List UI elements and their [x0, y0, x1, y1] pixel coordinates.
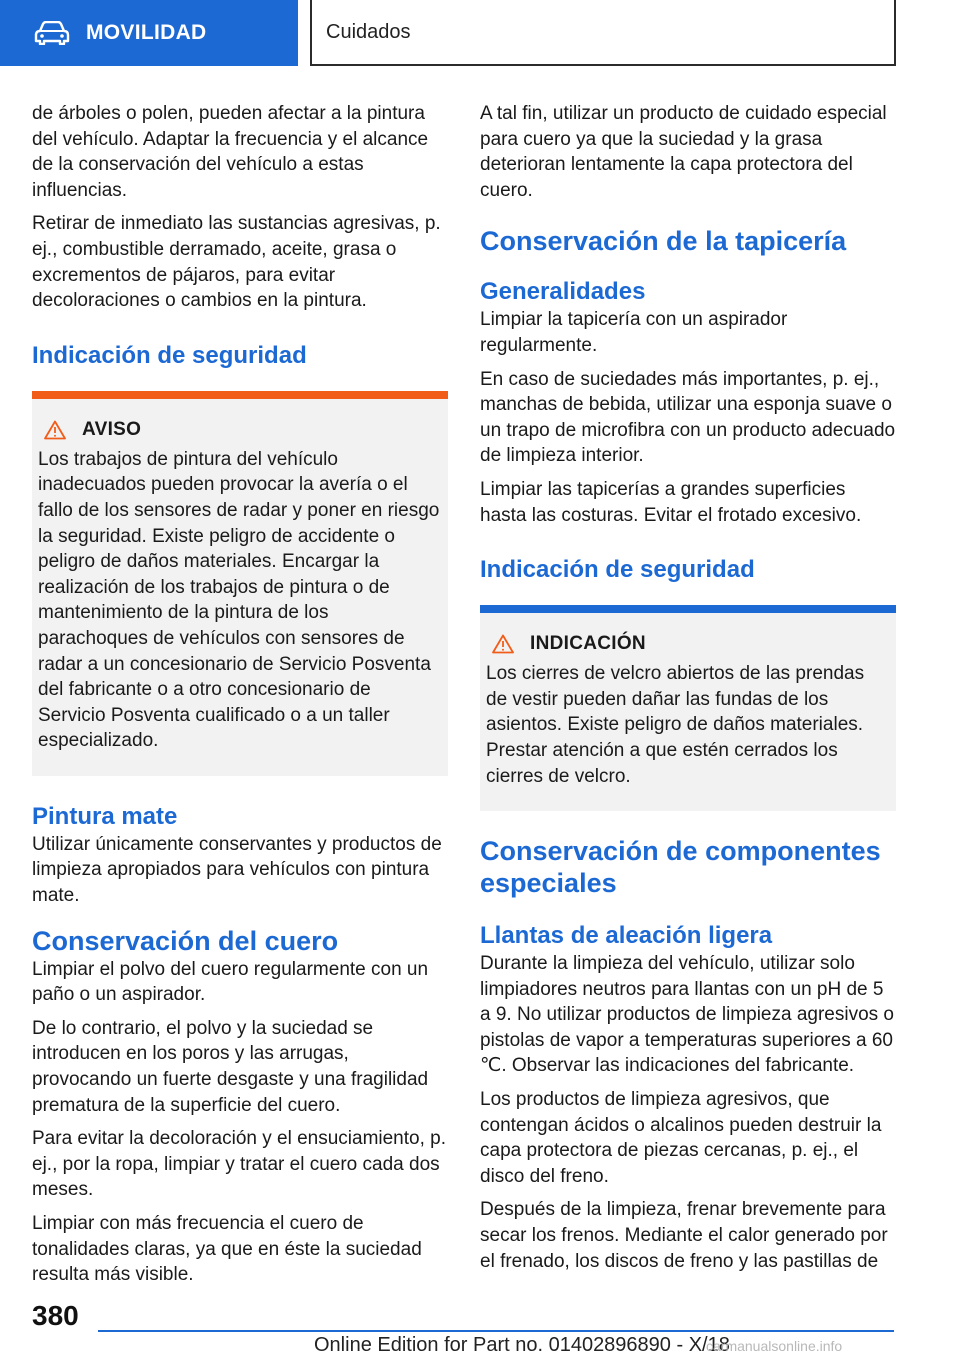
notice-title: INDICACIÓN	[530, 633, 646, 655]
chapter-heading: Conservación de componentes especiales	[480, 836, 881, 899]
paragraph: Retirar de inmediato las sustancias agresivas, p. ej., combustible derramado, aceite, grasa o excrementos de pájaros, para evitar decoloraciones o cambios en la pintura.	[32, 213, 441, 312]
paragraph: de árboles o polen, pueden afectar a la pintura del vehículo. Adaptar la frecuencia y el alcance de la conservación del vehículo a estas influencias.	[32, 103, 429, 201]
chapter-heading: Conservación de la tapicería	[480, 226, 847, 257]
paragraph: Para evitar la decoloración y el ensuciamiento, p. ej., por la ropa, limpiar y tratar el cuero cada dos meses.	[32, 1128, 447, 1201]
warning-title: AVISO	[82, 418, 142, 440]
chapter-heading: Conservación del cuero	[32, 925, 339, 956]
footer-divider	[98, 1330, 894, 1332]
warning-text: Los trabajos de pintura del vehículo inadecuados pueden provocar la avería o el fallo de los sensores de radar y poner en riesgo la seguridad. Existe peligro de accidente o peligro de daños materiales. Encargar la realización de los trabajos de pintura o de mantenimiento de la pintura de los parachoques de vehículos con sensores de radar a un concesionario de Servicio Posventa del fabricante o a otro concesionario de Servicio Posventa cualificado o a un taller especializado.	[38, 448, 440, 752]
right-column	[480, 101, 896, 1282]
notice-header	[492, 633, 888, 655]
paragraph: Utilizar únicamente conservantes y productos de limpieza apropiados para vehículos con pintura mate.	[32, 833, 442, 907]
section-heading: Llantas de aleación ligera	[480, 922, 773, 950]
warning-triangle-icon	[492, 634, 514, 654]
paragraph: Los productos de limpieza agresivos, que contengan ácidos o alcalinos pueden destruir la capa protectora de piezas cercanas, p. ej., el disco del freno.	[480, 1089, 882, 1187]
paragraph: Limpiar con más frecuencia el cuero de tonalidades claras, ya que en éste la suciedad resulta más visible.	[32, 1213, 422, 1286]
paragraph: Limpiar la tapicería con un aspirador regularmente.	[480, 309, 788, 356]
paragraph: Después de la limpieza, frenar brevemente para secar los frenos. Mediante el calor generado por el frenado, los discos de freno y las pastillas de	[480, 1199, 888, 1272]
section-heading: Indicación de seguridad	[32, 341, 307, 369]
page-number: 380	[32, 1300, 79, 1331]
paragraph: En caso de suciedades más importantes, p. ej., manchas de bebida, utilizar una esponja suave o un trapo de microfibra con un producto adecuado de limpieza interior.	[480, 368, 896, 467]
car-icon	[34, 21, 70, 45]
paragraph: Durante la limpieza del vehículo, utilizar solo limpiadores neutros para llantas con un pH de 5 a 9. No utilizar productos de limpieza agresivos o pistolas de vapor a temperaturas superiores a 60 ℃. Observar las indicaciones del fabricante.	[480, 953, 894, 1077]
section-heading: Pintura mate	[32, 802, 178, 830]
left-column	[32, 101, 448, 1296]
section-title: Cuidados	[326, 20, 411, 43]
warning-triangle-icon	[44, 420, 66, 440]
chapter-tab[interactable]	[0, 0, 298, 66]
paragraph: Limpiar las tapicerías a grandes superficies hasta las costuras. Evitar el frotado excesivo.	[480, 478, 862, 526]
section-tab[interactable]	[310, 0, 896, 66]
watermark: carmanualsonline.info	[706, 1338, 843, 1354]
notice-box	[480, 605, 896, 811]
paragraph: Limpiar el polvo del cuero regularmente con un paño o un aspirador.	[32, 958, 429, 1006]
chapter-title: MOVILIDAD	[86, 21, 207, 44]
warning-box	[32, 391, 448, 776]
notice-text: Los cierres de velcro abiertos de las prendas de vestir pueden dañar las fundas de los asientos. Existe peligro de daños materiales. Prestar atención a que estén cerrados los cierres de velcro.	[486, 663, 865, 787]
paragraph: A tal fin, utilizar un producto de cuidado especial para cuero ya que la suciedad y la grasa deterioran lentamente la capa protectora del cuero.	[480, 103, 887, 201]
warning-header	[44, 419, 440, 441]
paragraph: De lo contrario, el polvo y la suciedad se introducen en los poros y las arrugas, provocando un fuerte desgaste y una fragilidad prematura de la superficie del cuero.	[32, 1017, 429, 1116]
section-heading: Indicación de seguridad	[480, 556, 755, 584]
edition-text: Online Edition for Part no. 01402896890 - X/18	[314, 1334, 730, 1356]
section-heading: Generalidades	[480, 278, 646, 306]
